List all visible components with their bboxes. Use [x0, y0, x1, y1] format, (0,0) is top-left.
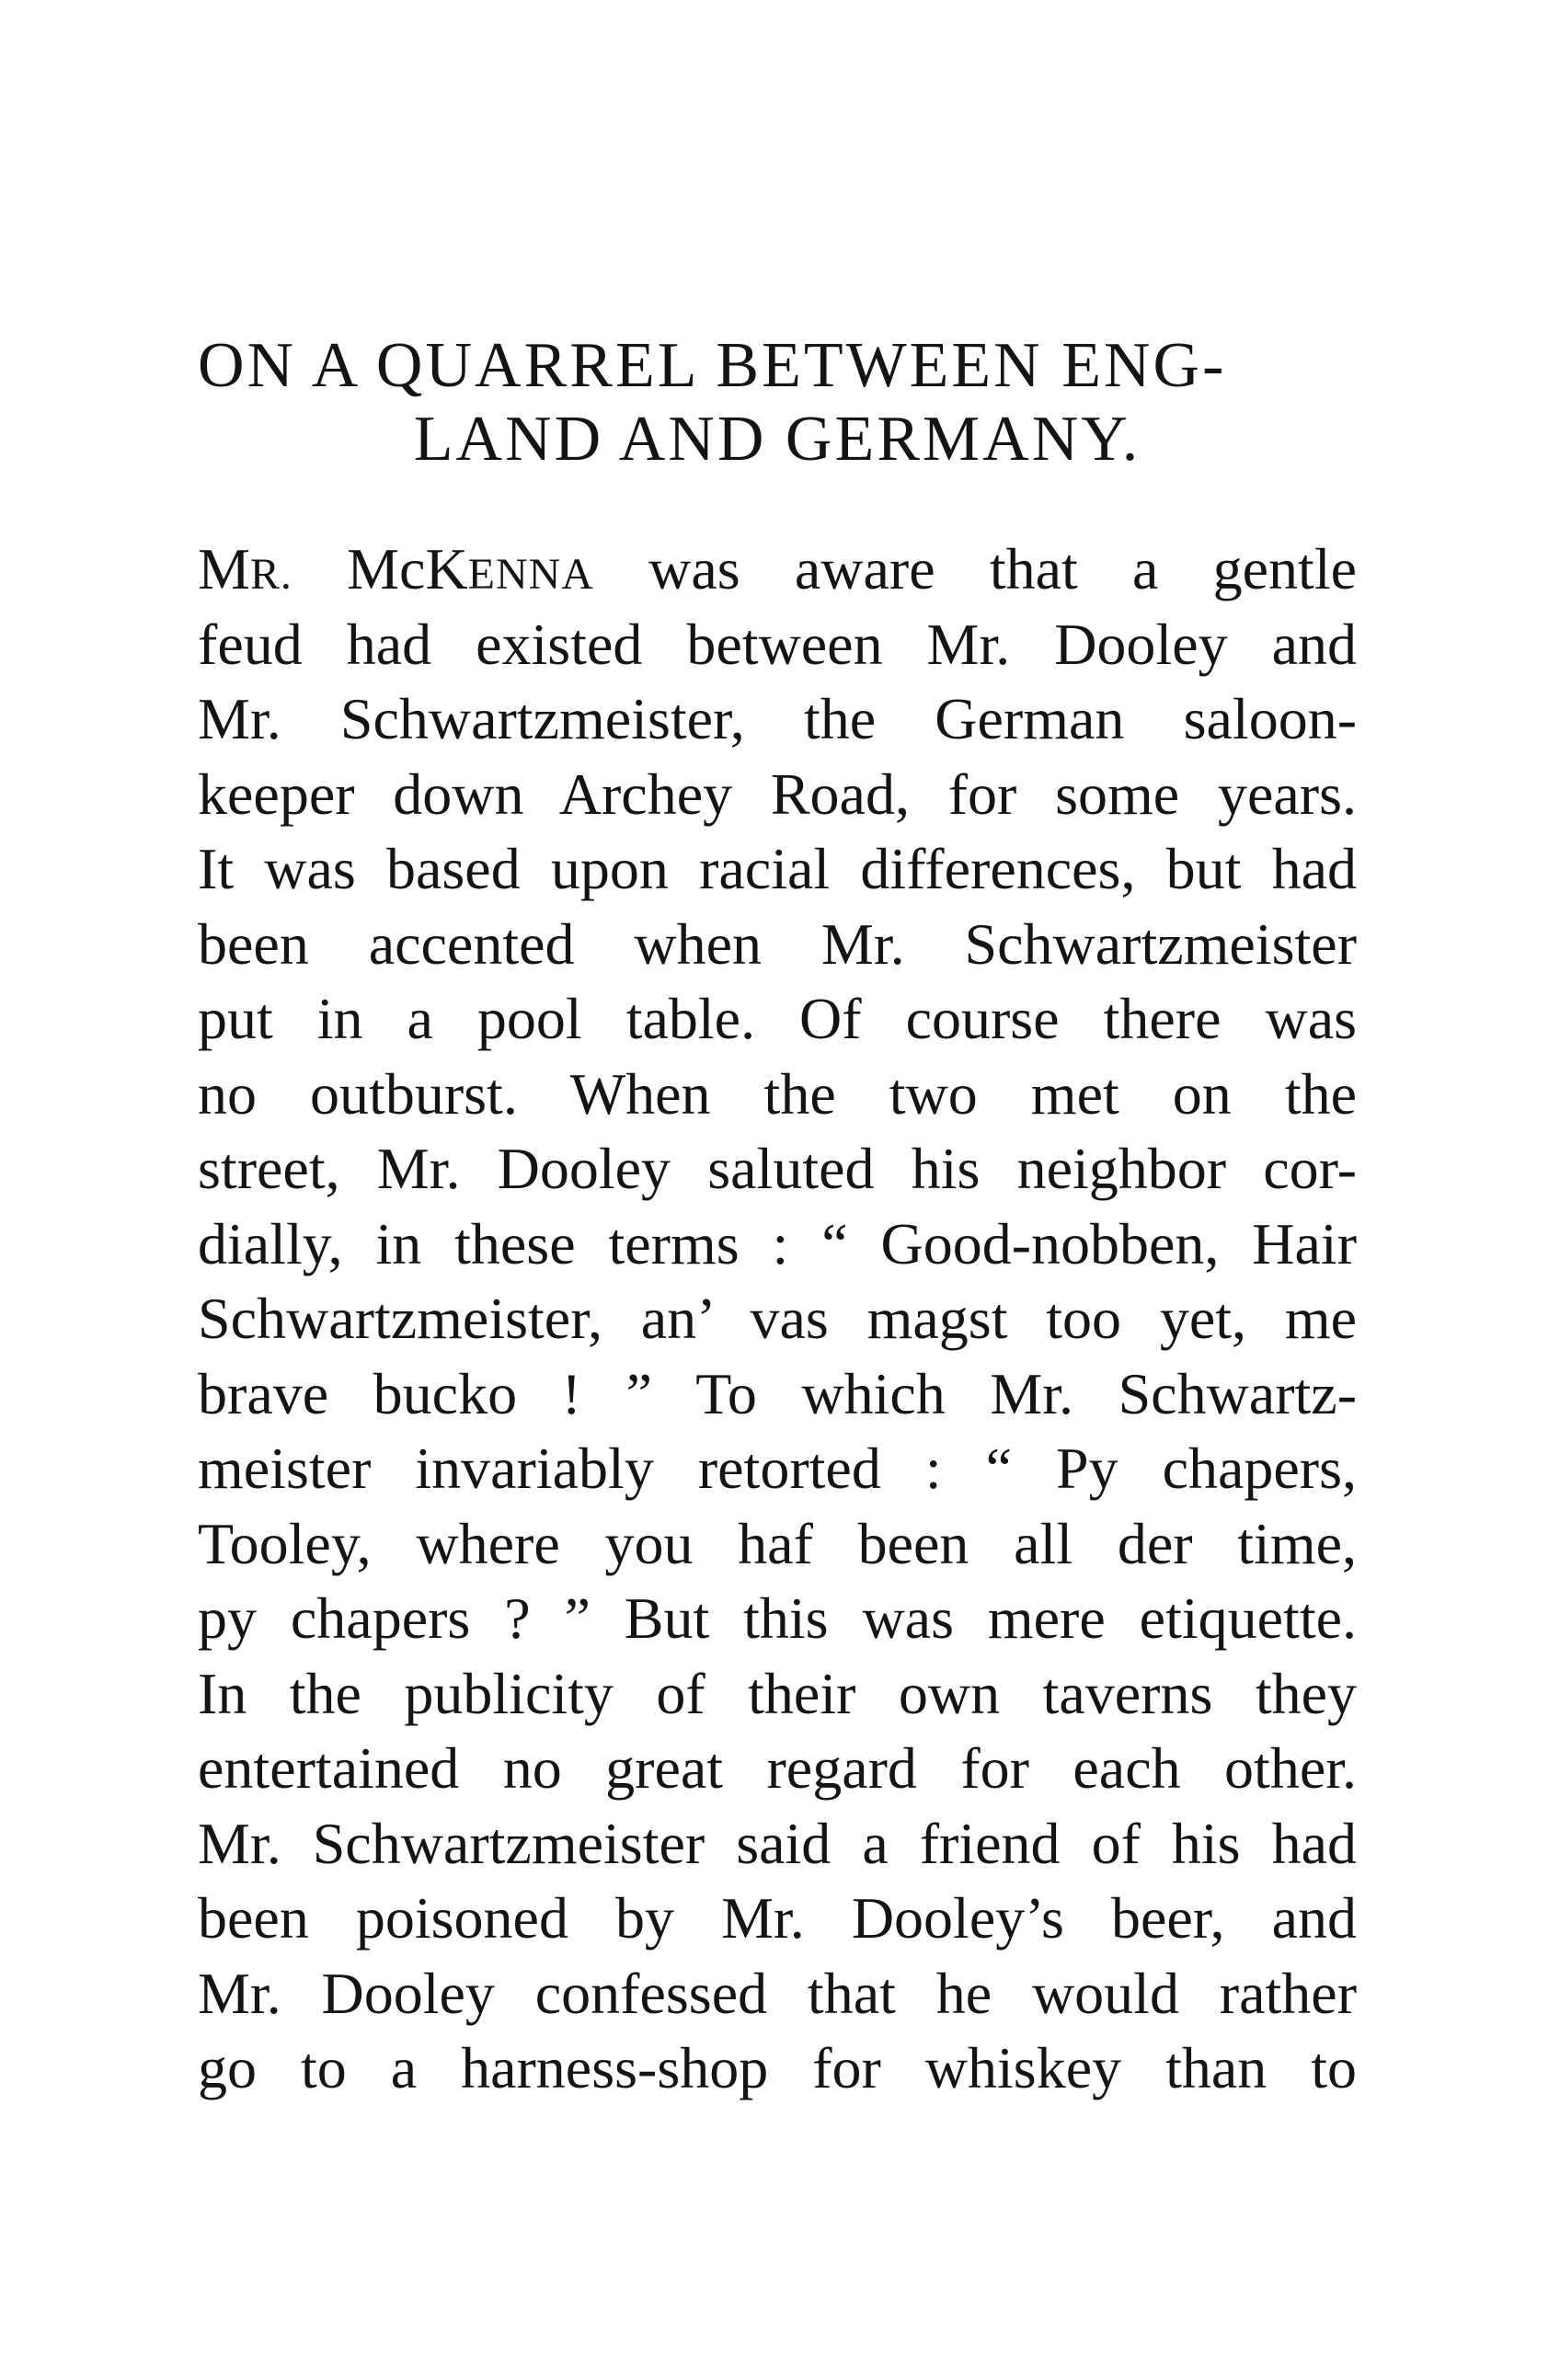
- mr-initial: M: [198, 536, 250, 601]
- text-line: keeper down Archey Road, for some years.: [198, 761, 1357, 827]
- opening-line-rest: was aware that a gentle: [593, 536, 1358, 601]
- text-line: Mr. Schwartzmeister, the German saloon-: [198, 686, 1357, 751]
- kenna-initial: K: [425, 536, 468, 601]
- text-line: put in a pool table. Of course there was: [198, 986, 1357, 1051]
- text-line: been accented when Mr. Schwartzmeister: [198, 910, 1357, 977]
- mr-rest: R.: [249, 550, 292, 599]
- text-line: py chapers ? ” But this was mere etiquette.: [198, 1585, 1357, 1651]
- text-line: go to a harness-shop for whiskey than to: [198, 2035, 1357, 2100]
- text-line: Schwartzmeister, an’ vas magst too yet, me: [198, 1286, 1357, 1351]
- text-line: meister invariably retorted : “ Py chapers,: [198, 1436, 1357, 1501]
- mc-prefix: Mc: [347, 536, 426, 601]
- text-line: Mr. Dooley confessed that he would rather: [198, 1960, 1357, 2026]
- kenna-rest: ENNA: [467, 550, 594, 599]
- text-line: In the publicity of their own taverns they: [198, 1660, 1357, 1726]
- text-line: dially, in these terms : “ Good-nobben, Hair: [198, 1210, 1357, 1276]
- chapter-body: [198, 532, 1357, 2106]
- text-line: Mr. Schwartzmeister said a friend of his had: [198, 1810, 1357, 1876]
- chapter-title-line-2: LAND AND GERMANY.: [413, 404, 1141, 475]
- text-line: It was based upon racial differences, but had: [198, 836, 1357, 901]
- text-line: brave bucko ! ” To which Mr. Schwartz-: [198, 1360, 1357, 1426]
- text-line: street, Mr. Dooley saluted his neighbor cor-: [198, 1136, 1357, 1201]
- chapter-title-line-1: ON A QUARREL BETWEEN ENG-: [198, 330, 1227, 401]
- text-line: been poisoned by Mr. Dooley’s beer, and: [198, 1885, 1357, 1951]
- text-line: no outburst. When the two met on the: [198, 1060, 1357, 1127]
- text-line-opening: [198, 532, 1357, 607]
- text-line: Tooley, where you haf been all der time,: [198, 1510, 1357, 1576]
- text-line: entertained no great regard for each other.: [198, 1735, 1357, 1801]
- text-line: feud had existed between Mr. Dooley and: [198, 611, 1357, 677]
